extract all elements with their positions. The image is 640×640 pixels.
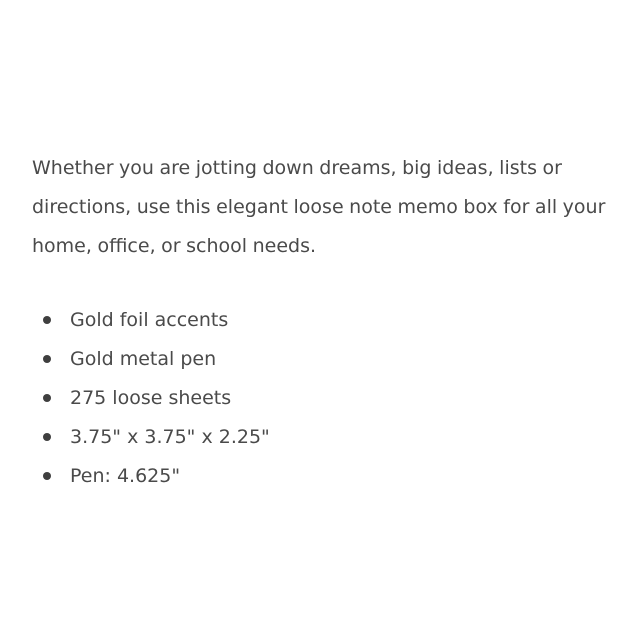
feature-text: Pen: 4.625" [70,465,181,487]
feature-list [32,301,592,496]
bullet-icon [43,472,51,480]
bullet-icon [43,394,51,402]
product-description-text: Whether you are jotting down dreams, big ideas, lists or directions, use this elegant loose note memo box for all your home, office, or school needs. [32,157,606,257]
bullet-icon [43,316,51,324]
feature-item [32,418,592,457]
feature-item [32,457,592,496]
feature-item [32,340,592,379]
feature-text: 275 loose sheets [70,387,232,409]
feature-item [32,301,592,340]
bullet-icon [43,355,51,363]
bullet-icon [43,433,51,441]
feature-text: Gold metal pen [70,348,217,370]
feature-item [32,379,592,418]
feature-text: 3.75" x 3.75" x 2.25" [70,426,270,448]
feature-text: Gold foil accents [70,309,229,331]
